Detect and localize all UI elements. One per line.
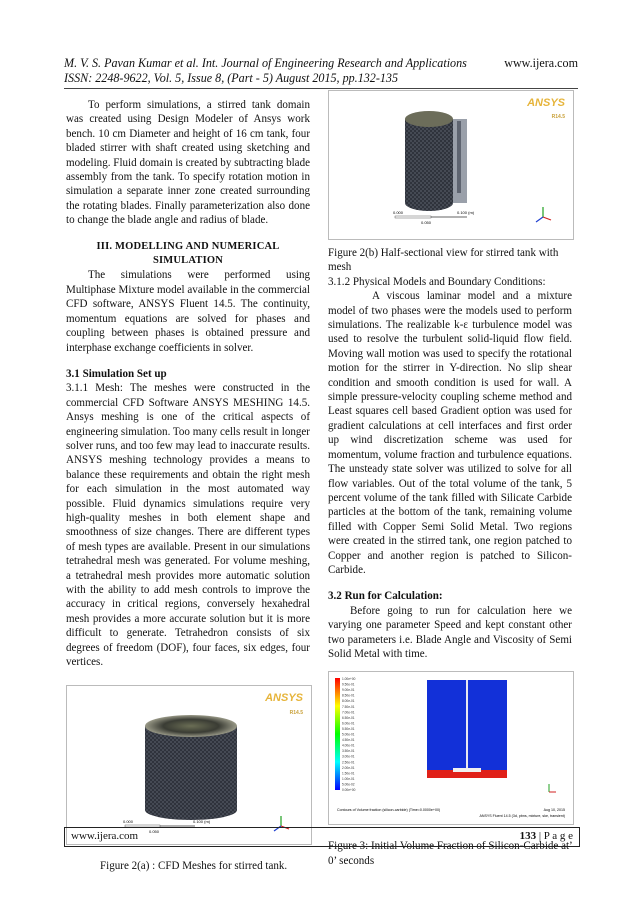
section-heading: III. MODELLING AND NUMERICAL SIMULATION — [96, 240, 280, 267]
legend-value-label: 2.00e-01 — [342, 766, 355, 771]
color-legend-bar — [335, 678, 340, 790]
ansys-logo: ANSYS R14.5 — [265, 692, 303, 716]
journal-citation: M. V. S. Pavan Kumar et al. Int. Journal of Engineering Research and Applications — [64, 56, 467, 70]
shaft-section — [466, 680, 468, 772]
page-number: 133 | P a g e — [519, 830, 573, 842]
intro-paragraph: To perform simulations, a stirred tank domain was created using Design Modeler of Ansys work bench. 10 cm Diameter and height of 16 cm tank, four bladed stirrer with shaft created using sketching and modeling. Fluid domain is created by subtracting blade assembly from the tank. To specify rotation motion in simulation a separate inner zone created surrounding the rotating blades. Finally parameterization also done to change the blade angle and radius of blade. — [66, 99, 310, 227]
volume-fraction-contour — [329, 672, 573, 824]
header-divider — [64, 88, 578, 89]
legend-value-label: 6.50e-01 — [342, 716, 355, 721]
svg-text:0.000: 0.000 — [393, 210, 404, 215]
subsection-heading-3-2: 3.2 Run for Calculation: — [328, 590, 443, 603]
legend-value-label: 9.00e-01 — [342, 688, 355, 693]
legend-value-label: 1.00e-01 — [342, 777, 355, 782]
legend-value-label: 9.50e-01 — [342, 682, 355, 687]
legend-value-label: 5.00e-02 — [342, 782, 355, 787]
issn-line: ISSN: 2248-9622, Vol. 5, Issue 8, (Part - 5) August 2015, pp.132-135 — [64, 71, 399, 85]
solver-info: ANSYS Fluent 14.5 (3d, pbns, mixture, ske, transient) — [479, 814, 565, 819]
physical-models-paragraph: A viscous laminar model and a mixture model of two phases were the models used to perform simulations. The realizable k-ε turbulence model was used to resolve the turbulent solid-liquid flow field. Moving wall motion was used to specify the rotational motion for the stirrer in Y-direction. No slip shear condition and smooth condition is used for wall. A simple pressure-velocity coupling scheme method and Least squares cell based Gradient option was used for gradient calculations at cell interfaces and first order up wind discretization scheme was used for momentum, volume fraction and turbulence equations. The unsteady state solver was utilized to solve for all flow variables. Out of the total volume of the tank, 5 percent volume of the tank filled with Silicate Carbide particles at the bottom of the tank, remaining volume filled with Copper Semi Solid Metal. Two regions were created in the stirred tank, one region patched to Copper and another region is patched to Silicon-Carbide. — [328, 290, 572, 576]
half-tank-outer — [405, 119, 453, 203]
simulation-paragraph: The simulations were performed using Multiphase Mixture model available in the commercial CFD software, ANSYS Fluent 14.5. The continuity, momentum equations are solved for phases and coupling between phases is obtained pressure and interphase exchange coefficients in solver. — [66, 269, 310, 354]
figure-2a-caption: Figure 2(a) : CFD Meshes for stirred tank. — [100, 860, 288, 873]
half-tank-top — [405, 111, 453, 127]
footer-website[interactable]: www.ijera.com — [71, 830, 139, 842]
legend-value-label: 7.00e-01 — [342, 710, 355, 715]
legend-value-label: 8.00e-01 — [342, 699, 355, 704]
tank-top — [145, 715, 237, 737]
figure-2b-caption: Figure 2(b) Half-sectional view for stirred tank with mesh — [328, 247, 559, 274]
page-footer — [64, 827, 580, 847]
blade-section — [453, 768, 481, 772]
legend-value-label: 4.50e-01 — [342, 738, 355, 743]
tank-body — [145, 726, 237, 810]
color-legend-labels — [342, 677, 356, 792]
svg-text:0.100 (m): 0.100 (m) — [457, 210, 475, 215]
stirrer-shaft — [457, 121, 461, 193]
legend-value-label: 8.50e-01 — [342, 694, 355, 699]
legend-value-label: 1.50e-01 — [342, 771, 355, 776]
legend-value-label: 1.00e+00 — [342, 677, 356, 682]
contour-label: Contours of Volume fraction (silicon-carbide) (Time=0.0000e+00) — [337, 808, 441, 813]
scale-label-left: 0.000 — [123, 819, 134, 825]
ansys-logo: ANSYS R14.5 — [527, 97, 565, 121]
legend-value-label: 5.50e-01 — [342, 727, 355, 732]
legend-value-label: 2.50e-01 — [342, 760, 355, 765]
legend-value-label: 4.00e-01 — [342, 743, 355, 748]
figure-2a-mesh — [66, 685, 312, 845]
figure-3-caption: Figure 3: Initial Volume Fraction of Silicon-Carbide at’ 0’ seconds — [328, 840, 572, 867]
legend-value-label: 7.50e-01 — [342, 705, 355, 710]
figure-3-volume-fraction — [328, 671, 574, 825]
tank-bottom — [145, 800, 237, 820]
figure-date: Aug 10, 2015 — [543, 808, 565, 813]
legend-value-label: 6.00e-01 — [342, 721, 355, 726]
header-website[interactable]: www.ijera.com — [504, 56, 578, 70]
left-column — [66, 98, 310, 874]
subsection-heading-3-1: 3.1 Simulation Set up — [66, 367, 167, 380]
legend-value-label: 5.00e-01 — [342, 732, 355, 737]
subsection-heading-3-1-2: 3.1.2 Physical Models and Boundary Conditions: — [328, 275, 546, 288]
mesh-paragraph: 3.1.1 Mesh: The meshes were constructed in the commercial CFD Software ANSYS MESHING 14.5. Ansys meshing is one of the critical aspects of engineering simulation. Too many cells result in longer solver runs, and too few may lead to inaccurate results. ANSYS meshing technology provides a means to balance these requirements and obtain the right mesh for each simulation in the most automated way possible. Fluid dynamics simulations require very high-quality meshes in both element shape and smoothness of size changes. There are different types of mesh types are available. Present in our simulations tetrahedral mesh was generated. For volume meshing, a tetrahedral mesh provides more automatic solution with the ability to add mesh controls to improve the accuracy in critical regions, conversely hexahedral mesh provides a more accurate solution but it is more difficult to generate. Tetrahedron consists of six degrees of freedom (DOF), four faces, six edges, four vertices. — [66, 382, 310, 669]
run-calculation-paragraph: Before going to run for calculation here we varying one parameter Speed and kept constant other two parameters i.e. Blade Angle and Viscosity of Semi Solid Metal with time. — [328, 604, 572, 660]
right-column — [328, 98, 572, 868]
running-header — [64, 56, 578, 86]
legend-value-label: 3.50e-01 — [342, 749, 355, 754]
scale-label-right: 0.100 (m) — [193, 819, 211, 825]
axis-triad-icon — [536, 207, 551, 222]
svg-text:0.050: 0.050 — [421, 220, 432, 225]
legend-value-label: 0.00e+00 — [342, 788, 356, 793]
axis-triad-icon — [549, 784, 556, 792]
legend-value-label: 3.00e-01 — [342, 755, 355, 760]
figure-2b-half-section — [328, 90, 574, 240]
scale-label-mid: 0.050 — [149, 829, 160, 835]
